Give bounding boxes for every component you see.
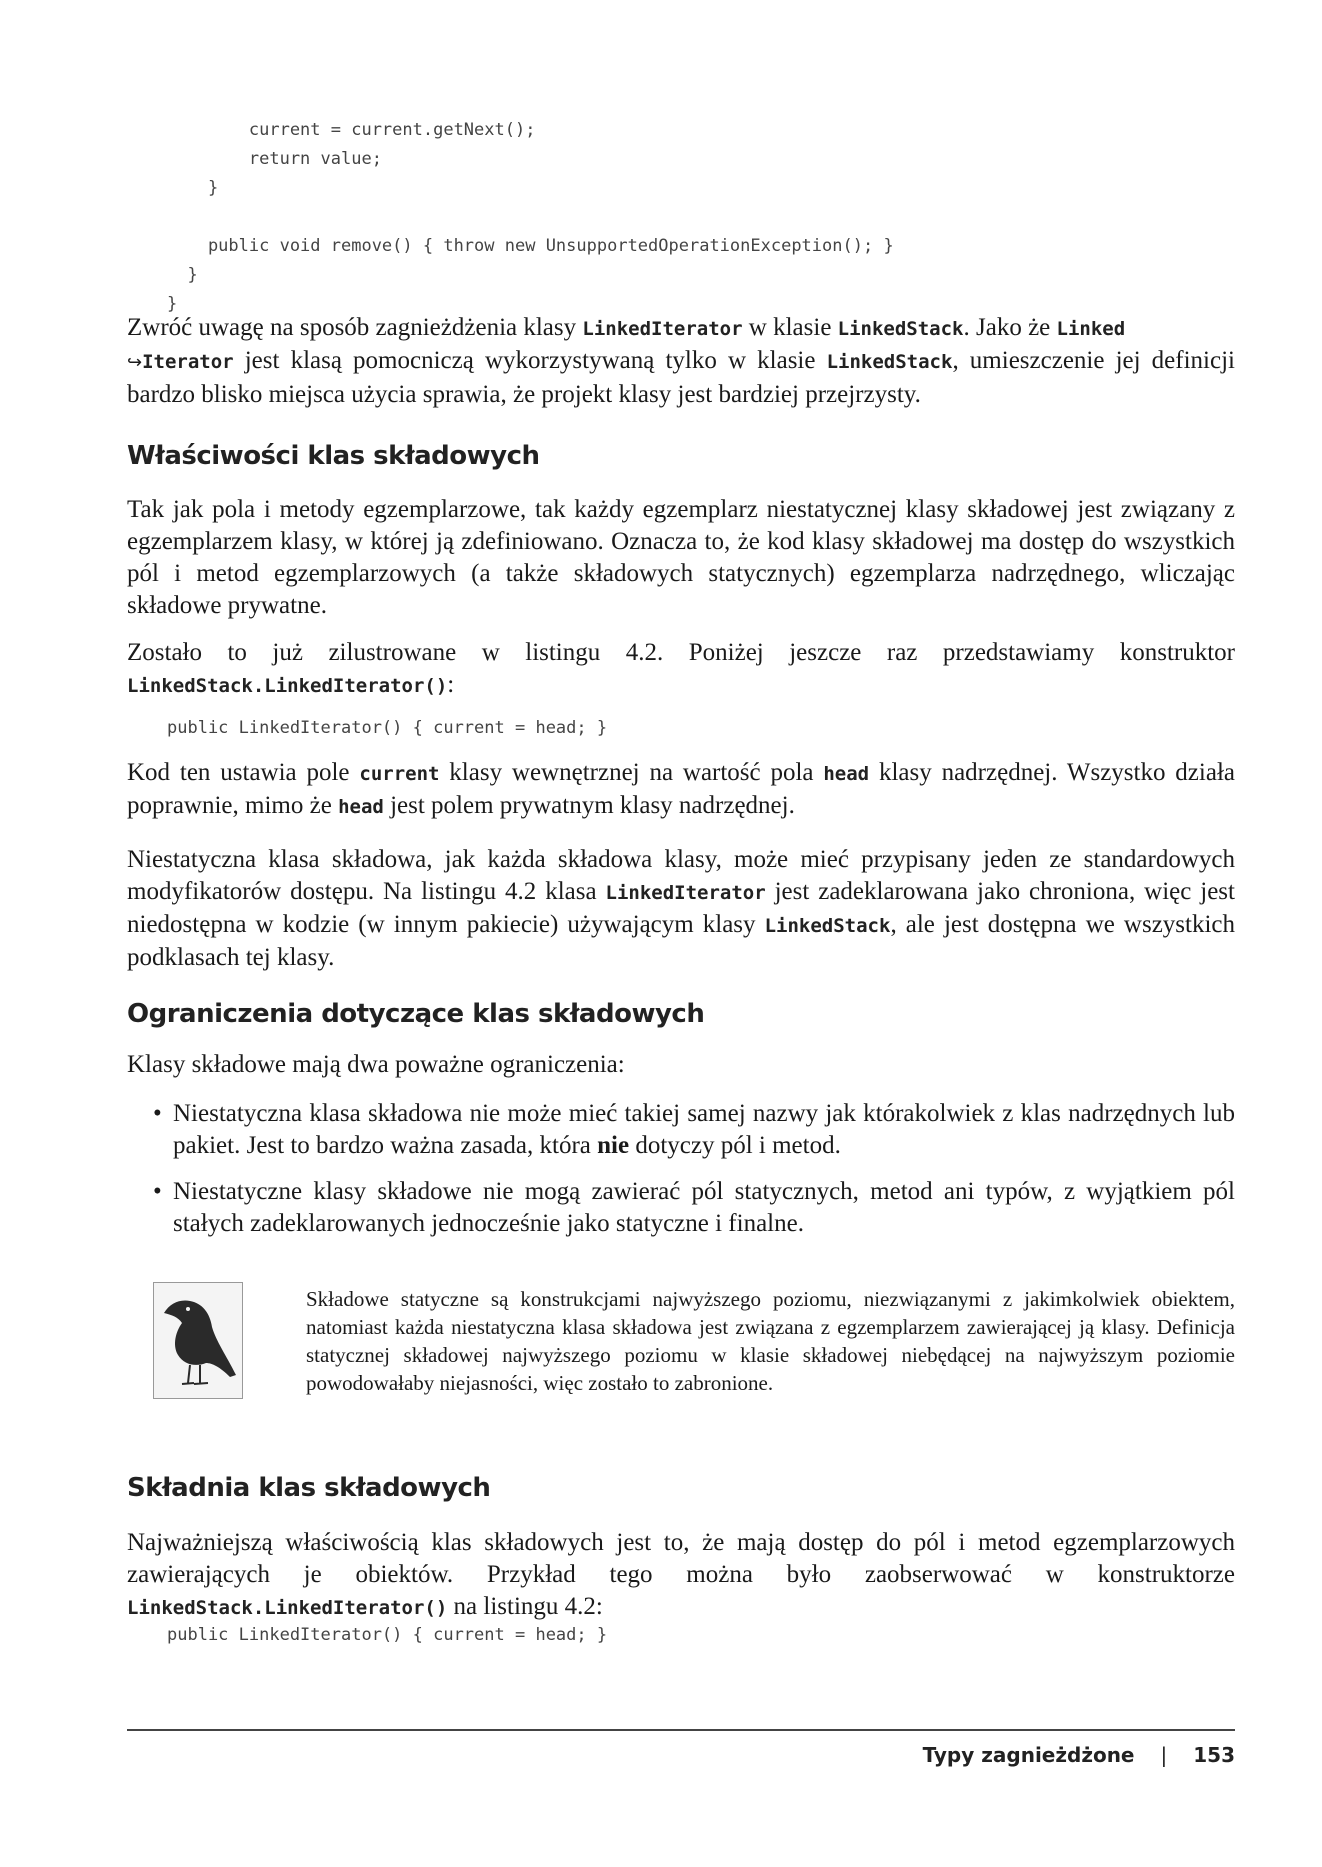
text: klasy nadrzędnej. Wszystko działa poprawnie, mimo że bbox=[127, 759, 1235, 819]
inline-code: current bbox=[359, 763, 440, 785]
text: Zostało to już zilustrowane w listingu 4.2. Poniżej jeszcze raz przedstawiamy konstruktor bbox=[127, 639, 1235, 666]
paragraph-nesting bbox=[127, 312, 1235, 411]
text: Niestatyczna klasa składowa nie może mieć takiej samej nazwy jak którakolwiek z klas nadrzędnych lub pakiet. Jest to bardzo ważna zasada, która bbox=[173, 1100, 1235, 1159]
section-heading-syntax: Składnia klas składowych bbox=[127, 1473, 491, 1503]
list-item bbox=[127, 1098, 1235, 1162]
text: dotyczy pól i metod. bbox=[629, 1132, 841, 1159]
inline-code: Linked bbox=[1056, 318, 1126, 340]
text: Niestatyczne klasy składowe nie mogą zawierać pól statycznych, metod ani typów, z wyjątkiem pól stałych zadeklarowanych jednocześnie jako statyczne i finalne. bbox=[173, 1178, 1235, 1237]
page-number: 153 bbox=[1193, 1743, 1235, 1767]
text: Kod ten ustawia pole bbox=[127, 759, 360, 786]
note-text: Składowe statyczne są konstrukcjami najwyższego poziomu, niezwiązanymi z jakimkolwiek obiektem, natomiast każda niestatyczna klasa składowa jest związana z egzemplarzem zawierającej ją klasy. Definicja statycznej składowej najwyższego poziomu w klasie składowej niebędącej na najwyższym poziomie powodowałaby niejasności, więc zostało to zabronione. bbox=[306, 1287, 1235, 1395]
paragraph-syntax bbox=[127, 1527, 1235, 1624]
bullet-icon: • bbox=[153, 1100, 162, 1127]
code-constructor-2: public LinkedIterator() { current = head; } bbox=[167, 1625, 608, 1645]
inline-code: head bbox=[338, 796, 384, 818]
footer-divider bbox=[127, 1729, 1235, 1731]
text: na listingu 4.2: bbox=[447, 1593, 603, 1620]
bird-icon bbox=[153, 1282, 243, 1399]
code-listing-tail: current = current.getNext(); return value; } public void remove() { throw new UnsupportedOperationException(); } } } bbox=[167, 120, 894, 314]
inline-code: LinkedIterator bbox=[582, 318, 743, 340]
book-page bbox=[127, 0, 1235, 1867]
text: Zwróć uwagę na sposób zagnieżdżenia klasy bbox=[127, 314, 583, 341]
limits-list bbox=[127, 1098, 1235, 1240]
chapter-title: Typy zagnieżdżone bbox=[922, 1743, 1135, 1767]
inline-code: LinkedStack bbox=[764, 915, 891, 937]
bullet-icon: • bbox=[153, 1178, 162, 1205]
code-constructor: public LinkedIterator() { current = head; } bbox=[167, 718, 608, 738]
section-heading-properties: Właściwości klas składowych bbox=[127, 441, 540, 471]
text: , umieszczenie jej definicji bardzo blisko miejsca użycia sprawia, że projekt klasy jest bardziej przejrzysty. bbox=[127, 347, 1235, 408]
text: jest zadeklarowana jako chroniona, więc jest niedostępna w kodzie (w innym pakiecie) używającym klasy bbox=[127, 878, 1235, 938]
line-continuation-icon: ↪ bbox=[127, 352, 143, 373]
text: jest klasą pomocniczą wykorzystywaną tylko w klasie bbox=[233, 347, 827, 374]
page-footer bbox=[923, 1743, 1235, 1767]
inline-code: Iterator bbox=[142, 351, 234, 373]
text: , ale jest dostępna we wszystkich podklasach tej klasy. bbox=[127, 911, 1236, 971]
paragraph-current-head bbox=[127, 757, 1235, 823]
paragraph-properties: Tak jak pola i metody egzemplarzowe, tak każdy egzemplarz niestatycznej klasy składowej jest związany z egzemplarzem klasy, w której ją zdefiniowano. Oznacza to, że kod klasy składowej ma dostęp do wszystkich pól i metod egzemplarzowych (a także składowych statycznych) egzemplarza nadrzędnego, wliczając składowe prywatne. bbox=[127, 496, 1235, 619]
paragraph-illustrated bbox=[127, 637, 1235, 702]
inline-code: LinkedStack.LinkedIterator() bbox=[127, 675, 448, 697]
inline-code: LinkedIterator bbox=[605, 882, 766, 904]
paragraph-access-modifiers bbox=[127, 844, 1235, 974]
footer-separator: | bbox=[1160, 1743, 1168, 1767]
text: : bbox=[447, 671, 455, 698]
inline-code: LinkedStack bbox=[826, 351, 953, 373]
inline-code: LinkedStack bbox=[837, 318, 964, 340]
text: klasy wewnętrznej na wartość pola bbox=[439, 759, 824, 786]
paragraph-limits-intro: Klasy składowe mają dwa poważne ograniczenia: bbox=[127, 1051, 625, 1078]
list-item bbox=[127, 1176, 1235, 1240]
text: Najważniejszą właściwością klas składowych jest to, że mają dostęp do pól i metod egzemplarzowych zawierających je obiektów. Przykład tego można było zaobserwować w konstruktorze bbox=[127, 1529, 1235, 1588]
text: Niestatyczna klasa składowa, jak każda składowa klasy, może mieć przypisany jeden ze standardowych modyfikatorów dostępu. Na listingu 4.2 klasa bbox=[127, 846, 1235, 905]
text: . Jako że bbox=[963, 314, 1057, 341]
text: jest polem prywatnym klasy nadrzędnej. bbox=[383, 792, 795, 819]
inline-code: LinkedStack.LinkedIterator() bbox=[127, 1597, 448, 1619]
text: w klasie bbox=[742, 314, 838, 341]
inline-code: head bbox=[823, 763, 870, 785]
emphasis: nie bbox=[597, 1132, 630, 1159]
section-heading-limits: Ograniczenia dotyczące klas składowych bbox=[127, 999, 705, 1029]
